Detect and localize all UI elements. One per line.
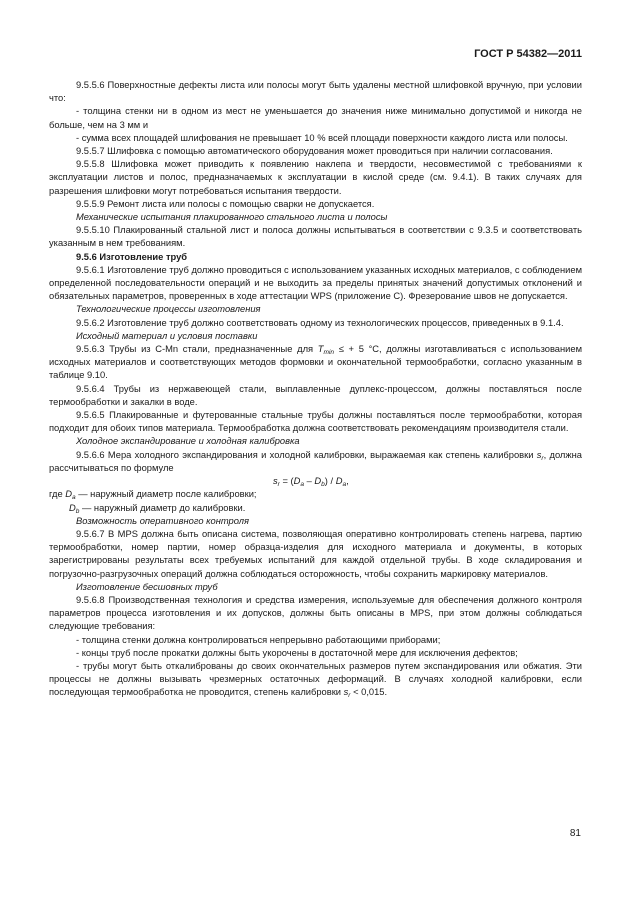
symbol-D: D — [293, 476, 301, 487]
subscript: a — [300, 481, 305, 489]
symbol-s: s — [536, 449, 542, 460]
subscript: b — [321, 481, 325, 489]
paragraph: 9.5.6.2 Изготовление труб должно соответствовать одному из технологических процессов, приведенных в 9.1.4. — [76, 317, 564, 328]
paragraph: 9.5.5.6 Поверхностные дефекты листа или полосы могут быть удалены местной шлифовкой вручную, при условии что: — [49, 80, 582, 104]
subsection-title: Изготовление бесшовных труб — [76, 581, 218, 592]
definition-item — [49, 502, 582, 515]
subscript: b — [75, 507, 80, 515]
text: — наружный диаметр после калибровки; — [75, 489, 257, 500]
symbol-s: s — [273, 476, 278, 487]
text: , должна рассчитываться по формуле — [49, 449, 582, 473]
page-content — [49, 79, 582, 700]
list-item: - концы труб после прокатки должны быть укорочены в достаточной мере для исключения дефектов; — [76, 647, 518, 658]
list-item: - толщина стенки ни в одном из мест не уменьшается до значения ниже минимально допустимой и никогда не больше, чем на 3 мм и — [49, 106, 582, 130]
paragraph: 9.5.6.5 Плакированные и футерованные стальные трубы должны поставляться после термообработки, которая подходит для обоих типов материала. Термообработка должна соответствовать рекомендациям производителя стали. — [49, 410, 582, 434]
list-item: - толщина стенки должна контролироваться непрерывно работающими приборами; — [76, 634, 441, 645]
subscript: r — [277, 481, 280, 489]
text: - трубы могут быть откалиброваны до своих окончательных размеров путем экспандирования или обжатия. Эти процессы не должны вызывать чрезмерных остаточных деформаций. В случаях холодной калибровки, если последующая термообработка не проводится, степень калибровки — [49, 660, 582, 698]
text: ) / — [324, 476, 336, 487]
text: где — [49, 489, 66, 500]
symbol-D: D — [69, 502, 76, 513]
subsection-title: Технологические процессы изготовления — [76, 304, 261, 315]
paragraph — [49, 449, 582, 475]
page-number: 81 — [569, 828, 581, 839]
subscript: a — [342, 481, 347, 489]
subsection-title: Холодное экспандирование и холодная калибровка — [76, 436, 300, 447]
paragraph: 9.5.5.8 Шлифовка может приводить к появлению наклепа и твердости, несовместимой с требованиями к эксплуатации листов и полос, предназначаемых к эксплуатации в кислой среде (см. 9.4.1). В таких случаях для разрешения шлифовки могут потребоваться испытания твердости. — [49, 159, 582, 196]
text: 9.5.6.3 Трубы из С-Mn стали, предназначенные для — [76, 344, 318, 355]
paragraph: 9.5.6.7 В MPS должна быть описана система, позволяющая оперативно контролировать степень нагрева, партию термообработки, номер партии, номер образца-изделия для исходного материала и документы, в которых зарегистрированы результаты всех требуемых испытаний для каждой отдельной трубы. В ходе складирования и погрузочно-разгрузочных операций должна соблюдаться осторожность, чтобы сохранить маркировку материалов. — [49, 528, 582, 579]
text: < 0,015. — [350, 687, 388, 698]
text: – — [304, 476, 315, 487]
paragraph: 9.5.5.7 Шлифовка с помощью автоматического оборудования может проводиться при наличии согласования. — [76, 146, 553, 157]
paragraph: 9.5.5.9 Ремонт листа или полосы с помощью сварки не допускается. — [76, 198, 375, 209]
text: 9.5.6.6 Мера холодного экспандирования и холодной калибровки, выражаемая как степень калибровки — [76, 449, 537, 460]
subsection-title: Механические испытания плакированного стального листа и полосы — [76, 212, 388, 223]
document-code: ГОСТ Р 54382—2011 — [474, 48, 582, 60]
paragraph: 9.5.6.4 Трубы из нержавеющей стали, выплавленные дуплекс-процессом, должны поставляться после термообработки и закалки в воде. — [49, 383, 582, 407]
subscript: r — [348, 692, 351, 700]
formula — [49, 475, 582, 488]
subsection-title: Возможность оперативного контроля — [76, 515, 249, 526]
paragraph — [49, 343, 582, 383]
text: ≤ + 5 °С, должны изготавливаться с использованием исходных материалов и соответствующих методов формовки и окончательной термообработки, согласно указанным в таблице 9.10. — [49, 344, 582, 381]
subscript: r — [541, 454, 544, 462]
symbol-D: D — [335, 476, 343, 487]
paragraph: 9.5.5.10 Плакированный стальной лист и полоса должны испытываться в соответствии с 9.3.5 и соответствовать указанным в нем требованиям. — [49, 225, 582, 249]
list-item: - сумма всех площадей шлифования не превышает 10 % всей площади поверхности каждого листа или полосы. — [76, 132, 568, 143]
symbol-T: T — [317, 344, 324, 355]
symbol-D: D — [314, 476, 322, 487]
text: — наружный диаметр до калибровки. — [79, 502, 246, 513]
subscript: min — [323, 349, 335, 357]
paragraph: 9.5.6.8 Производственная технология и средства измерения, используемые для обеспечения должного контроля параметров процесса изготовления и их допусков, должны быть описаны в MPS, при этом должны соблюдаться следующие требования: — [49, 594, 582, 632]
definition-item — [49, 488, 582, 501]
text: = ( — [279, 476, 294, 487]
paragraph: 9.5.6.1 Изготовление труб должно проводиться с использованием указанных исходных материалов, с соблюдением определенной последовательности операций и не выходить за пределы принятых значений допустимых отклонений и обязательных параметров, проверенных в ходе аттестации WPS (приложение С). Фрезерование швов не допускается. — [49, 264, 582, 302]
section-heading: 9.5.6 Изготовление труб — [76, 251, 188, 262]
symbol-D: D — [65, 489, 72, 500]
text: , — [346, 476, 349, 487]
symbol-s: s — [343, 687, 349, 698]
subscript: a — [71, 494, 76, 502]
list-item — [49, 660, 582, 700]
subsection-title: Исходный материал и условия поставки — [76, 330, 258, 341]
